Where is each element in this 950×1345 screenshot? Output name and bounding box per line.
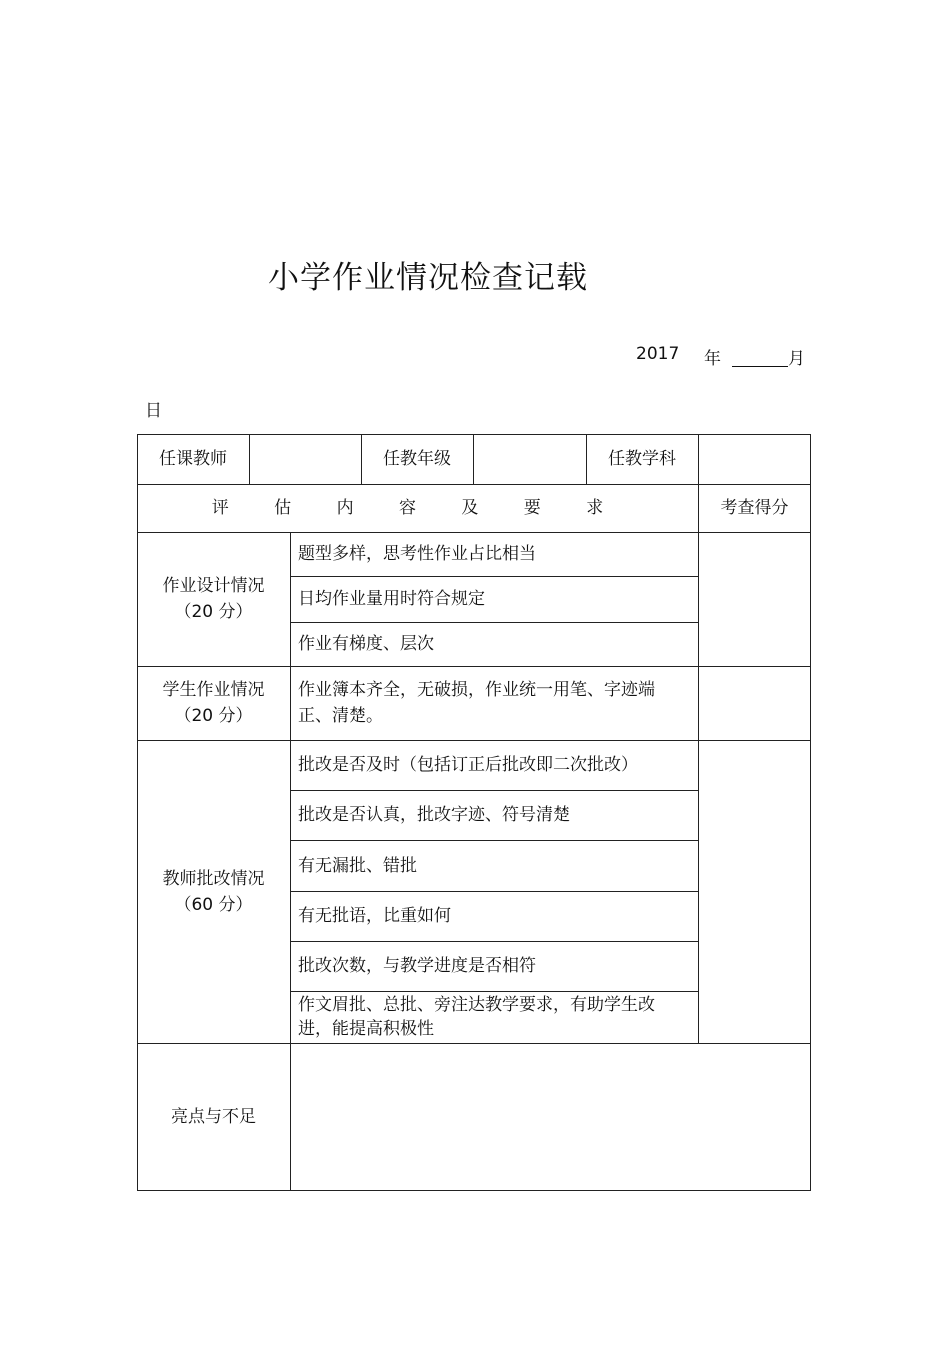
criterion-item: 作业簿本齐全，无破损，作业统一用笔、字迹端正、清楚。 — [298, 680, 655, 726]
criterion-item: 批改次数，与教学进度是否相符 — [298, 956, 536, 976]
criterion-item: 作业有梯度、层次 — [298, 634, 434, 654]
teacher-field[interactable] — [249, 434, 361, 484]
content-header — [137, 484, 698, 532]
year-value: 2017 — [636, 344, 680, 364]
section-points: （20 分） — [174, 706, 253, 726]
highlights-field[interactable] — [290, 1043, 811, 1190]
score-field-student[interactable] — [698, 666, 811, 740]
grade-label: 任教年级 — [383, 449, 451, 469]
day-label: 日 — [145, 401, 162, 421]
criterion-item: 批改是否及时（包括订正后批改即二次批改） — [298, 755, 638, 775]
content-header-label: 评 估 内 容 及 要 求 — [211, 498, 624, 518]
subject-label: 任教学科 — [608, 449, 676, 469]
teacher-label: 任课教师 — [159, 449, 227, 469]
page-title: 小学作业情况检查记载 — [268, 260, 588, 296]
month-blank-field[interactable] — [732, 366, 788, 367]
section-points: （20 分） — [174, 602, 253, 622]
section-student-name-cell — [137, 666, 290, 740]
score-field-design[interactable] — [698, 532, 811, 666]
score-field-grading[interactable] — [698, 740, 811, 1043]
criterion-item: 有无批语，比重如何 — [298, 906, 451, 926]
criterion-item: 题型多样，思考性作业占比相当 — [298, 544, 536, 564]
section-name: 教师批改情况 — [162, 868, 265, 889]
highlights-label: 亮点与不足 — [171, 1106, 256, 1127]
criterion-item: 日均作业量用时符合规定 — [298, 589, 485, 609]
inspection-table — [137, 434, 811, 1191]
section-grading-name-cell — [137, 740, 290, 1043]
section-name: 作业设计情况 — [162, 576, 265, 596]
month-label: 月 — [788, 349, 805, 369]
year-label: 年 — [704, 349, 721, 369]
criterion-item: 批改是否认真，批改字迹、符号清楚 — [298, 805, 570, 825]
criterion-item: 有无漏批、错批 — [298, 855, 417, 876]
section-design-name-cell — [137, 532, 290, 666]
score-header: 考查得分 — [720, 498, 789, 518]
section-points: （60 分） — [174, 894, 253, 915]
grade-field[interactable] — [473, 434, 586, 484]
section-name: 学生作业情况 — [162, 680, 265, 700]
subject-field[interactable] — [698, 434, 811, 484]
table-border-bottom — [137, 1190, 811, 1191]
criterion-item: 作文眉批、总批、旁注达教学要求，有助学生改进，能提高积极性 — [298, 995, 655, 1039]
